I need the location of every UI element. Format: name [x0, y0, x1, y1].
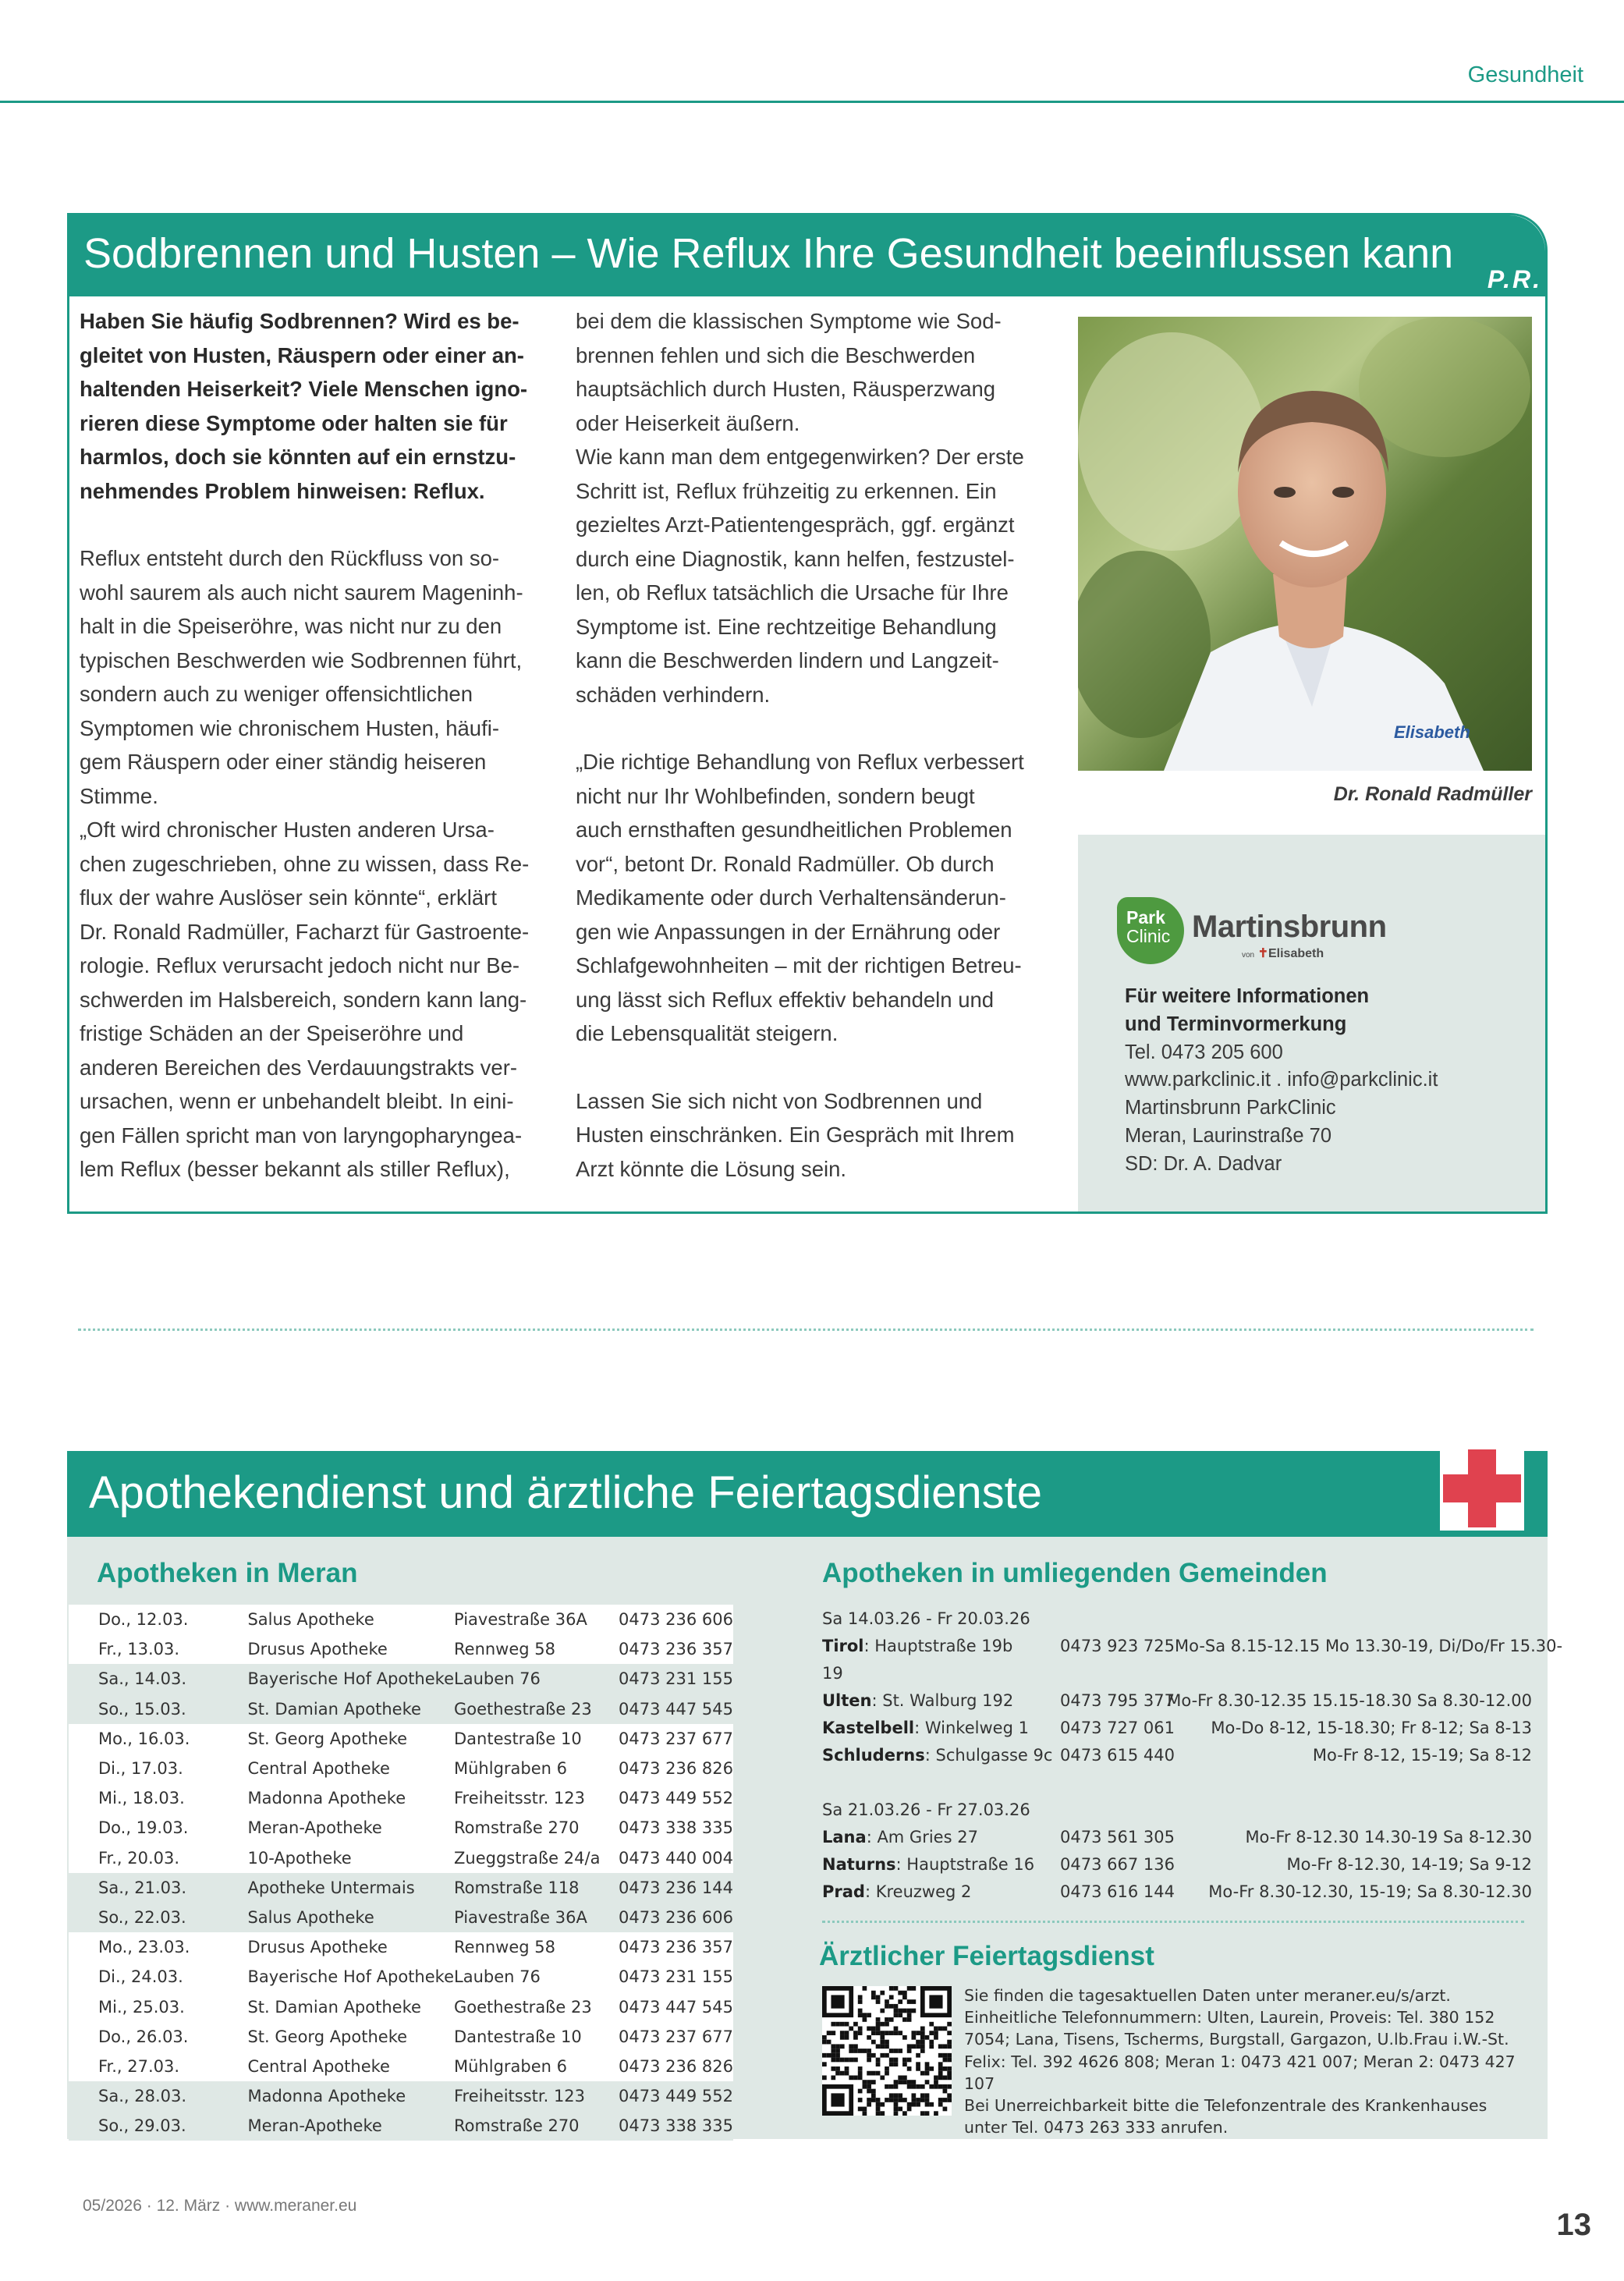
pharmacy-location: [822, 1828, 978, 1846]
cross-icon: ✝: [1257, 947, 1268, 960]
pharmacy-row: [822, 1882, 1532, 1909]
town-name: Prad: [822, 1882, 865, 1901]
street: : Winkelweg 1: [914, 1719, 1029, 1737]
table-row: [69, 1843, 733, 1873]
date-cell: So., 29.03.: [69, 2111, 247, 2141]
opening-hours: 19: [822, 1664, 843, 1683]
date-cell: Sa., 14.03.: [69, 1664, 247, 1694]
article-lead: Haben Sie häufig Sodbrennen? Wird es be- gleitet von Husten, Räuspern oder einer an- haltenden Heiserkeit? Viele Menschen igno- rieren diese Symptome oder halten sie für harmlos, doch sie könnten auf ein ernstzu- nehmendes Problem hinweisen: Reflux.: [80, 309, 528, 503]
footer-issue: 05/2026 · 12. März · www.meraner.eu: [83, 2197, 357, 2215]
table-row: [69, 1962, 733, 1992]
table-row: [69, 1813, 733, 1843]
date-cell: Do., 26.03.: [69, 2022, 247, 2052]
table-row: [69, 2081, 733, 2111]
pharmacy-cell: 10-Apotheke: [247, 1843, 454, 1873]
address-cell: Rennweg 58: [454, 1634, 619, 1664]
address-cell: Romstraße 118: [454, 1873, 619, 1903]
address-cell: Zueggstraße 24/a: [454, 1843, 619, 1873]
phone-cell: 0473 236 606: [619, 1903, 733, 1932]
pharmacy-cell: Madonna Apotheke: [247, 2081, 454, 2111]
clinic-info: [1125, 983, 1530, 1179]
article-paragraph: Lassen Sie sich nicht von Sodbrennen und Husten einschränken. Ein Gespräch mit Ihrem Arzt könnte die Lösung sein.: [576, 1088, 1015, 1181]
address-cell: Dantestraße 10: [454, 1724, 619, 1754]
address-cell: Goethestraße 23: [454, 1992, 619, 2021]
pharmacy-cell: Salus Apotheke: [247, 1903, 454, 1932]
table-row: [69, 2022, 733, 2052]
clinic-logo: [1117, 897, 1398, 967]
phone-cell: 0473 338 335: [619, 2111, 733, 2141]
date-cell: Fr., 13.03.: [69, 1634, 247, 1664]
pharmacy-row: [822, 1719, 1532, 1745]
date-cell: Mo., 23.03.: [69, 1932, 247, 1962]
pharmacy-cell: Drusus Apotheke: [247, 1634, 454, 1664]
pharmacy-row: [822, 1746, 1532, 1772]
address-cell: Mühlgraben 6: [454, 2052, 619, 2081]
pharmacy-cell: Meran-Apotheke: [247, 2111, 454, 2141]
date-cell: Mi., 25.03.: [69, 1992, 247, 2021]
opening-hours: Mo-Fr 8.30-12.35 15.15-18.30 Sa 8.30-12.00: [1167, 1691, 1532, 1710]
table-row: [69, 1634, 733, 1664]
address-cell: Lauben 76: [454, 1962, 619, 1992]
table-row: [69, 1605, 733, 1634]
pharmacy-location: [822, 1637, 1012, 1655]
phone-cell: 0473 236 144: [619, 1873, 733, 1903]
date-cell: So., 15.03.: [69, 1694, 247, 1724]
phone-cell: 0473 236 826: [619, 2052, 733, 2081]
phone-cell: 0473 236 826: [619, 1754, 733, 1783]
date-cell: So., 22.03.: [69, 1903, 247, 1932]
address-cell: Romstraße 270: [454, 2111, 619, 2141]
pharmacy-cell: Bayerische Hof Apotheke: [247, 1664, 454, 1694]
pharmacy-cell: Bayerische Hof Apotheke: [247, 1962, 454, 1992]
date-cell: Di., 24.03.: [69, 1962, 247, 1992]
opening-hours: Mo-Do 8-12, 15-18.30; Fr 8-12; Sa 8-13: [1211, 1719, 1532, 1737]
street: : Hauptstraße 19b: [863, 1637, 1013, 1655]
pharmacy-phone: 0473 923 725: [1060, 1637, 1175, 1655]
week-heading: Sa 14.03.26 - Fr 20.03.26: [822, 1609, 1030, 1628]
meran-pharmacy-table: [69, 1605, 733, 2141]
pharmacy-phone: 0473 667 136: [1060, 1855, 1175, 1874]
phone-cell: 0473 236 606: [619, 1605, 733, 1634]
phone-cell: 0473 449 552: [619, 2081, 733, 2111]
meran-heading: Apotheken in Meran: [97, 1558, 358, 1588]
address-cell: Freiheitsstr. 123: [454, 1783, 619, 1813]
divider: [822, 1921, 1524, 1923]
article-paragraph: bei dem die klassischen Symptome wie Sod- brennen fehlen und sich die Beschwerden hauptsächlich durch Husten, Räusperzwang oder Heiserkeit äußern. Wie kann man dem entgegenwirken? Der erste Schritt ist, Reflux frühzeitig zu erkennen. Ein gezieltes Arzt-Patientengespräch, ggf. ergänzt durch eine Diagnostik, kann helfen, festzustel- len, ob Reflux tatsächlich die Ursache für Ihre Symptome ist. Eine rechtzeitige Behandlung kann die Beschwerden lindern und Langzeit- schäden verhindern.: [576, 309, 1024, 707]
address-cell: Romstraße 270: [454, 1813, 619, 1843]
page-number: 13: [1556, 2208, 1591, 2242]
town-name: Naturns: [822, 1855, 896, 1874]
date-cell: Do., 12.03.: [69, 1605, 247, 1634]
pharmacy-cell: Central Apotheke: [247, 2052, 454, 2081]
date-cell: Do., 19.03.: [69, 1813, 247, 1843]
opening-hours: Mo-Sa 8.15-12.15 Mo 13.30-19, Di/Do/Fr 15.30-: [1175, 1637, 1563, 1655]
section-label: Gesundheit: [1467, 62, 1583, 87]
date-cell: Sa., 28.03.: [69, 2081, 247, 2111]
qr-code[interactable]: [822, 1986, 952, 2116]
info-address: Meran, Laurinstraße 70: [1125, 1124, 1332, 1147]
info-name: Martinsbrunn ParkClinic: [1125, 1097, 1336, 1119]
doctor-photo: [1078, 317, 1532, 771]
pr-label: P.R.: [1487, 265, 1542, 293]
pharmacy-row: [822, 1691, 1532, 1718]
table-row: [69, 2111, 733, 2141]
date-cell: Mo., 16.03.: [69, 1724, 247, 1754]
phone-cell: 0473 447 545: [619, 1992, 733, 2021]
pharmacy-cell: Drusus Apotheke: [247, 1932, 454, 1962]
coat-badge: Elisabeth: [1394, 722, 1470, 742]
date-cell: Fr., 27.03.: [69, 2052, 247, 2081]
street: : Schulgasse 9c: [924, 1746, 1053, 1765]
pharmacy-location: [822, 1855, 1034, 1874]
date-cell: Sa., 21.03.: [69, 1873, 247, 1903]
logo-badge-line1: Park: [1126, 907, 1165, 928]
logo-sub: [1242, 945, 1324, 961]
photo-caption: Dr. Ronald Radmüller: [1333, 783, 1532, 805]
street: : Kreuzweg 2: [864, 1882, 972, 1901]
table-row: [69, 1664, 733, 1694]
pharmacy-cell: St. Damian Apotheke: [247, 1992, 454, 2021]
info-tel: Tel. 0473 205 600: [1125, 1041, 1283, 1063]
street: : Am Gries 27: [866, 1828, 978, 1846]
pharmacy-location: [822, 1746, 1052, 1765]
town-name: Tirol: [822, 1637, 864, 1655]
umg-heading: Apotheken in umliegenden Gemeinden: [822, 1558, 1328, 1588]
phone-cell: 0473 237 677: [619, 2022, 733, 2052]
opening-hours: Mo-Fr 8.30-12.30, 15-19; Sa 8.30-12.30: [1208, 1882, 1532, 1901]
divider: [78, 1329, 1534, 1331]
logo-sub-prefix: von: [1242, 951, 1255, 960]
date-cell: Di., 17.03.: [69, 1754, 247, 1783]
table-row: [69, 1694, 733, 1724]
logo-sub-text: Elisabeth: [1268, 947, 1324, 960]
phone-cell: 0473 231 155: [619, 1664, 733, 1694]
phone-cell: 0473 449 552: [619, 1783, 733, 1813]
phone-cell: 0473 236 357: [619, 1932, 733, 1962]
doc-heading: Ärztlicher Feiertagsdienst: [819, 1941, 1154, 1971]
address-cell: Rennweg 58: [454, 1932, 619, 1962]
town-name: Schluderns: [822, 1746, 925, 1765]
info-heading: und Terminvormerkung: [1125, 1013, 1347, 1035]
pharmacy-cell: St. Georg Apotheke: [247, 2022, 454, 2052]
phone-cell: 0473 440 004: [619, 1843, 733, 1873]
pharmacy-phone: 0473 727 061: [1060, 1719, 1175, 1737]
week-heading: Sa 21.03.26 - Fr 27.03.26: [822, 1800, 1030, 1819]
table-row: [69, 1903, 733, 1932]
pharmacy-cell: Madonna Apotheke: [247, 1783, 454, 1813]
pharmacy-row: [822, 1828, 1532, 1854]
address-cell: Lauben 76: [454, 1664, 619, 1694]
pharmacy-phone: 0473 615 440: [1060, 1746, 1175, 1765]
address-cell: Dantestraße 10: [454, 2022, 619, 2052]
doc-text: Sie finden die tagesaktuellen Daten unter meraner.eu/s/arzt. Einheitliche Telefonnummern: Ulten, Laurein, Proveis: Tel. 380 152 7054; Lana, Tisens, Tscherms, Burgstall, Gargazon, U.lb.Frau i.W.-St. Felix: Tel. 392 4626 808; Meran 1: 0473 421 007; Meran 2: 0473 427 107: [964, 1986, 1516, 2093]
pharmacy-phone: 0473 795 377: [1060, 1691, 1175, 1710]
opening-hours: Mo-Fr 8-12.30 14.30-19 Sa 8-12.30: [1245, 1828, 1532, 1846]
info-heading: Für weitere Informationen: [1125, 985, 1370, 1007]
logo-name: Martinsbrunn: [1192, 910, 1387, 944]
town-name: Kastelbell: [822, 1719, 915, 1737]
pharmacy-cell: Central Apotheke: [247, 1754, 454, 1783]
table-row: [69, 1992, 733, 2021]
table-row: [69, 2052, 733, 2081]
pharmacy-row: [822, 1637, 1563, 1663]
street: : St. Walburg 192: [871, 1691, 1014, 1710]
pharmacy-cross-icon: [1440, 1446, 1524, 1531]
phone-cell: 0473 231 155: [619, 1962, 733, 1992]
doc-service-text: [964, 1985, 1534, 2138]
info-web: www.parkclinic.it . info@parkclinic.it: [1125, 1069, 1438, 1091]
pharmacy-cell: St. Damian Apotheke: [247, 1694, 454, 1724]
article-title-bar: [69, 215, 1545, 296]
article-column-1: [80, 304, 540, 1187]
table-row: [69, 1932, 733, 1962]
clinic-info-box: [1078, 835, 1545, 1211]
street: : Hauptstraße 16: [895, 1855, 1035, 1874]
pharmacy-row: [822, 1855, 1532, 1882]
pharmacy-location: [822, 1882, 971, 1901]
phone-cell: 0473 338 335: [619, 1813, 733, 1843]
table-row: [69, 1783, 733, 1813]
phone-cell: 0473 236 357: [619, 1634, 733, 1664]
article-title: Sodbrennen und Husten – Wie Reflux Ihre Gesundheit beeinflussen kann: [83, 230, 1454, 277]
opening-hours: Mo-Fr 8-12.30, 14-19; Sa 9-12: [1286, 1855, 1532, 1874]
info-sd: SD: Dr. A. Dadvar: [1125, 1152, 1282, 1175]
date-cell: Fr., 20.03.: [69, 1843, 247, 1873]
doc-text: Bei Unerreichbarkeit bitte die Telefonzentrale des Krankenhauses unter Tel. 0473 263 333 anrufen.: [964, 2096, 1487, 2137]
pharmacy-location: [822, 1719, 1029, 1737]
address-cell: Mühlgraben 6: [454, 1754, 619, 1783]
opening-hours-continued: [822, 1664, 1532, 1690]
table-row: [69, 1754, 733, 1783]
pharmacy-cell: Meran-Apotheke: [247, 1813, 454, 1843]
town-name: Ulten: [822, 1691, 872, 1710]
table-row: [69, 1873, 733, 1903]
logo-badge: [1117, 897, 1184, 964]
section-title-bar: [67, 1451, 1548, 1537]
pharmacy-cell: St. Georg Apotheke: [247, 1724, 454, 1754]
address-cell: Freiheitsstr. 123: [454, 2081, 619, 2111]
pharmacy-location: [822, 1691, 1013, 1710]
phone-cell: 0473 237 677: [619, 1724, 733, 1754]
address-cell: Piavestraße 36A: [454, 1605, 619, 1634]
date-cell: Mi., 18.03.: [69, 1783, 247, 1813]
town-name: Lana: [822, 1828, 867, 1846]
address-cell: Goethestraße 23: [454, 1694, 619, 1724]
article-paragraph: Reflux entsteht durch den Rückfluss von so- wohl saurem als auch nicht saurem Mageninh- halt in die Speiseröhre, was nicht nur zu den typischen Beschwerden wie Sodbrennen führt, sondern auch zu weniger offensichtlichen Symptomen wie chronischem Husten, häufi- gem Räuspern oder einer ständig heiseren Stimme. „Oft wird chronischer Husten anderen Ursa- chen zugeschrieben, ohne zu wissen, dass Re- flux der wahre Auslöser sein könnte“, erklärt Dr. Ronald Radmüller, Facharzt für Gastroente- rologie. Reflux verursacht jedoch nicht nur Be- schwerden im Halsbereich, sondern kann lang- fristige Schäden an der Speiseröhre und anderen Bereichen des Verdauungstrakts ver- ursachen, wenn er unbehandelt bleibt. In eini- gen Fällen spricht man von laryngopharyngea- lem Reflux (besser bekannt als stiller Reflux),: [80, 546, 530, 1181]
pharmacy-cell: Salus Apotheke: [247, 1605, 454, 1634]
table-row: [69, 1724, 733, 1754]
article-column-2: [576, 304, 1044, 1186]
logo-badge-line2: Clinic: [1126, 926, 1171, 946]
pharmacy-cell: Apotheke Untermais: [247, 1873, 454, 1903]
phone-cell: 0473 447 545: [619, 1694, 733, 1724]
address-cell: Piavestraße 36A: [454, 1903, 619, 1932]
pharmacy-phone: 0473 561 305: [1060, 1828, 1175, 1846]
article-paragraph: „Die richtige Behandlung von Reflux verbessert nicht nur Ihr Wohlbefinden, sondern beugt auch ernsthaften gesundheitlichen Problemen vor“, betont Dr. Ronald Radmüller. Ob durch Medikamente oder durch Verhaltensänderun- gen wie Anpassungen in der Ernährung oder Schlafgewohnheiten – mit der richtigen Betreu- ung lässt sich Reflux effektiv behandeln und die Lebensqualität steigern.: [576, 750, 1024, 1045]
pharmacy-phone: 0473 616 144: [1060, 1882, 1175, 1901]
section-title: Apothekendienst und ärztliche Feiertagsdienste: [89, 1467, 1042, 1518]
header-rule: [0, 101, 1624, 103]
opening-hours: Mo-Fr 8-12, 15-19; Sa 8-12: [1312, 1746, 1532, 1765]
